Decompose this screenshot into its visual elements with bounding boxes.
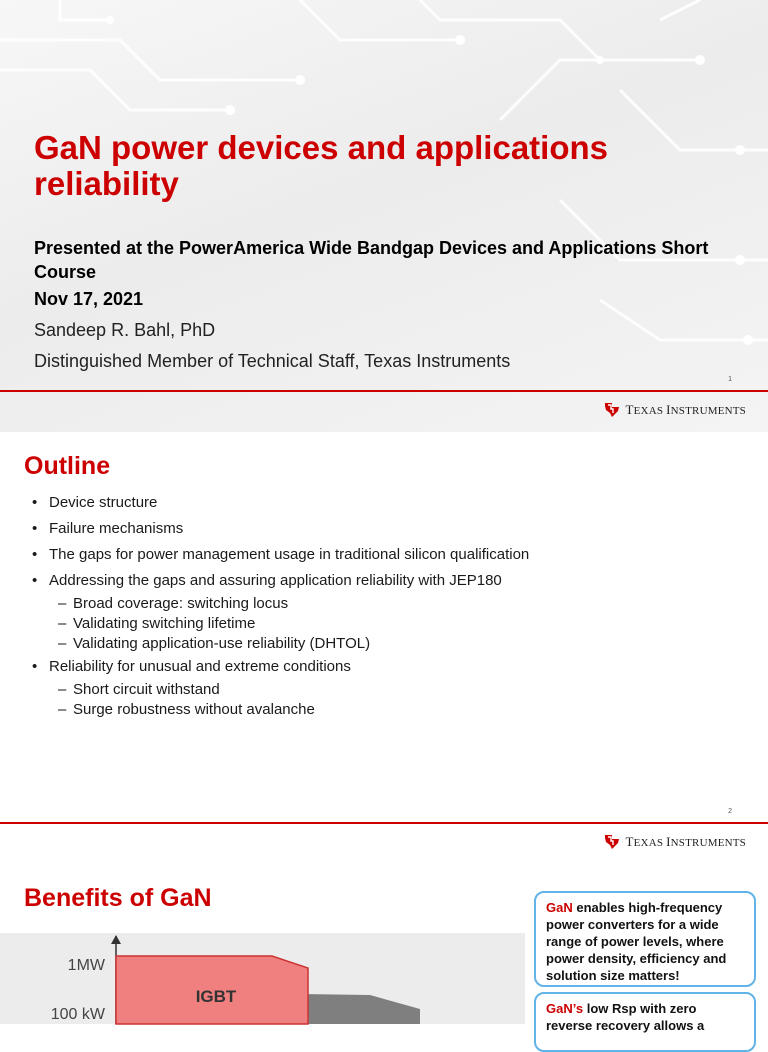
bullet-marker: • (32, 494, 38, 511)
ti-state-icon (603, 833, 621, 851)
callout-text: low Rsp with zero reverse recovery allows a (546, 1001, 705, 1033)
slide-subtitle: Presented at the PowerAmerica Wide Bandgap Devices and Applications Short Course (34, 238, 709, 282)
slide-title: GaN power devices and applications reliability (34, 129, 609, 202)
outline-bullet (32, 658, 752, 676)
ti-logo (603, 833, 746, 851)
bullet-text: Device structure (49, 494, 158, 511)
logo-text-exas: EXAS (633, 405, 667, 417)
callout-gan-frequency (534, 891, 756, 987)
callout-text: enables high-frequency power converters for a wide range of power levels, where power density, efficiency and solution size matters! (546, 900, 727, 983)
dash-marker: – (58, 595, 67, 612)
bullet-text: Addressing the gaps and assuring application reliability with JEP180 (49, 572, 502, 589)
y-tick-label: 100 kW (50, 1006, 105, 1023)
ti-wordmark (625, 402, 746, 418)
sub-bullet-text: Short circuit withstand (73, 681, 220, 698)
y-axis-arrow (111, 935, 121, 944)
bullet-marker: • (32, 546, 38, 563)
dash-marker: – (58, 701, 67, 718)
outline-sub-bullet (58, 595, 752, 613)
logo-text-nstruments: NSTRUMENTS (670, 405, 746, 417)
sub-bullet-text: Surge robustness without avalanche (73, 701, 315, 718)
author-role: Distinguished Member of Technical Staff, Texas Instruments (34, 351, 511, 371)
ti-state-icon (603, 401, 621, 419)
logo-letter-i: I (666, 834, 671, 849)
outline-sub-bullet (58, 615, 752, 633)
logo-text-exas: EXAS (633, 837, 667, 849)
outline-bullet (32, 546, 752, 564)
footer-divider (0, 822, 768, 824)
ti-wordmark (625, 834, 746, 850)
bullet-text: Failure mechanisms (49, 520, 184, 537)
bullet-marker: • (32, 520, 38, 537)
logo-letter-t: T (625, 402, 634, 417)
outline-list (32, 494, 752, 724)
slide-title: Outline (24, 452, 111, 480)
logo-letter-t: T (625, 834, 634, 849)
power-level-chart (0, 864, 530, 1024)
series-label-igbt: IGBT (195, 987, 237, 1006)
sub-bullet-text: Broad coverage: switching locus (73, 595, 289, 612)
outline-bullet (32, 520, 752, 538)
benefits-slide (0, 864, 768, 1033)
bullet-text: Reliability for unusual and extreme conditions (49, 658, 351, 675)
bullet-text: The gaps for power management usage in traditional silicon qualification (49, 546, 530, 563)
callout-lead: GaN (546, 900, 573, 915)
ti-logo (603, 401, 746, 419)
outline-sub-bullet (58, 635, 752, 653)
outline-sub-bullet (58, 701, 752, 719)
dash-marker: – (58, 635, 67, 652)
callout-gan-rsp (534, 992, 756, 1052)
bullet-marker: • (32, 658, 38, 675)
y-tick-label: 1MW (67, 957, 105, 974)
outline-sub-bullet (58, 681, 752, 699)
outline-bullet (32, 494, 752, 512)
callout-lead: GaN’s (546, 1001, 584, 1016)
sub-bullet-text: Validating switching lifetime (73, 615, 256, 632)
slide-title: Benefits of GaN (24, 884, 212, 912)
page-number: 1 (728, 376, 732, 383)
presentation-date: Nov 17, 2021 (34, 289, 144, 309)
sub-bullet-text: Validating application-use reliability (DHTOL) (73, 635, 371, 652)
dash-marker: – (58, 615, 67, 632)
logo-letter-i: I (666, 402, 671, 417)
dash-marker: – (58, 681, 67, 698)
outline-slide (0, 432, 768, 864)
series-region (300, 994, 420, 1024)
bullet-marker: • (32, 572, 38, 589)
logo-text-nstruments: NSTRUMENTS (670, 837, 746, 849)
footer-divider (0, 390, 768, 392)
title-slide (0, 0, 768, 432)
author-name: Sandeep R. Bahl, PhD (34, 320, 216, 340)
outline-bullet (32, 572, 752, 590)
page-number: 2 (728, 808, 732, 815)
